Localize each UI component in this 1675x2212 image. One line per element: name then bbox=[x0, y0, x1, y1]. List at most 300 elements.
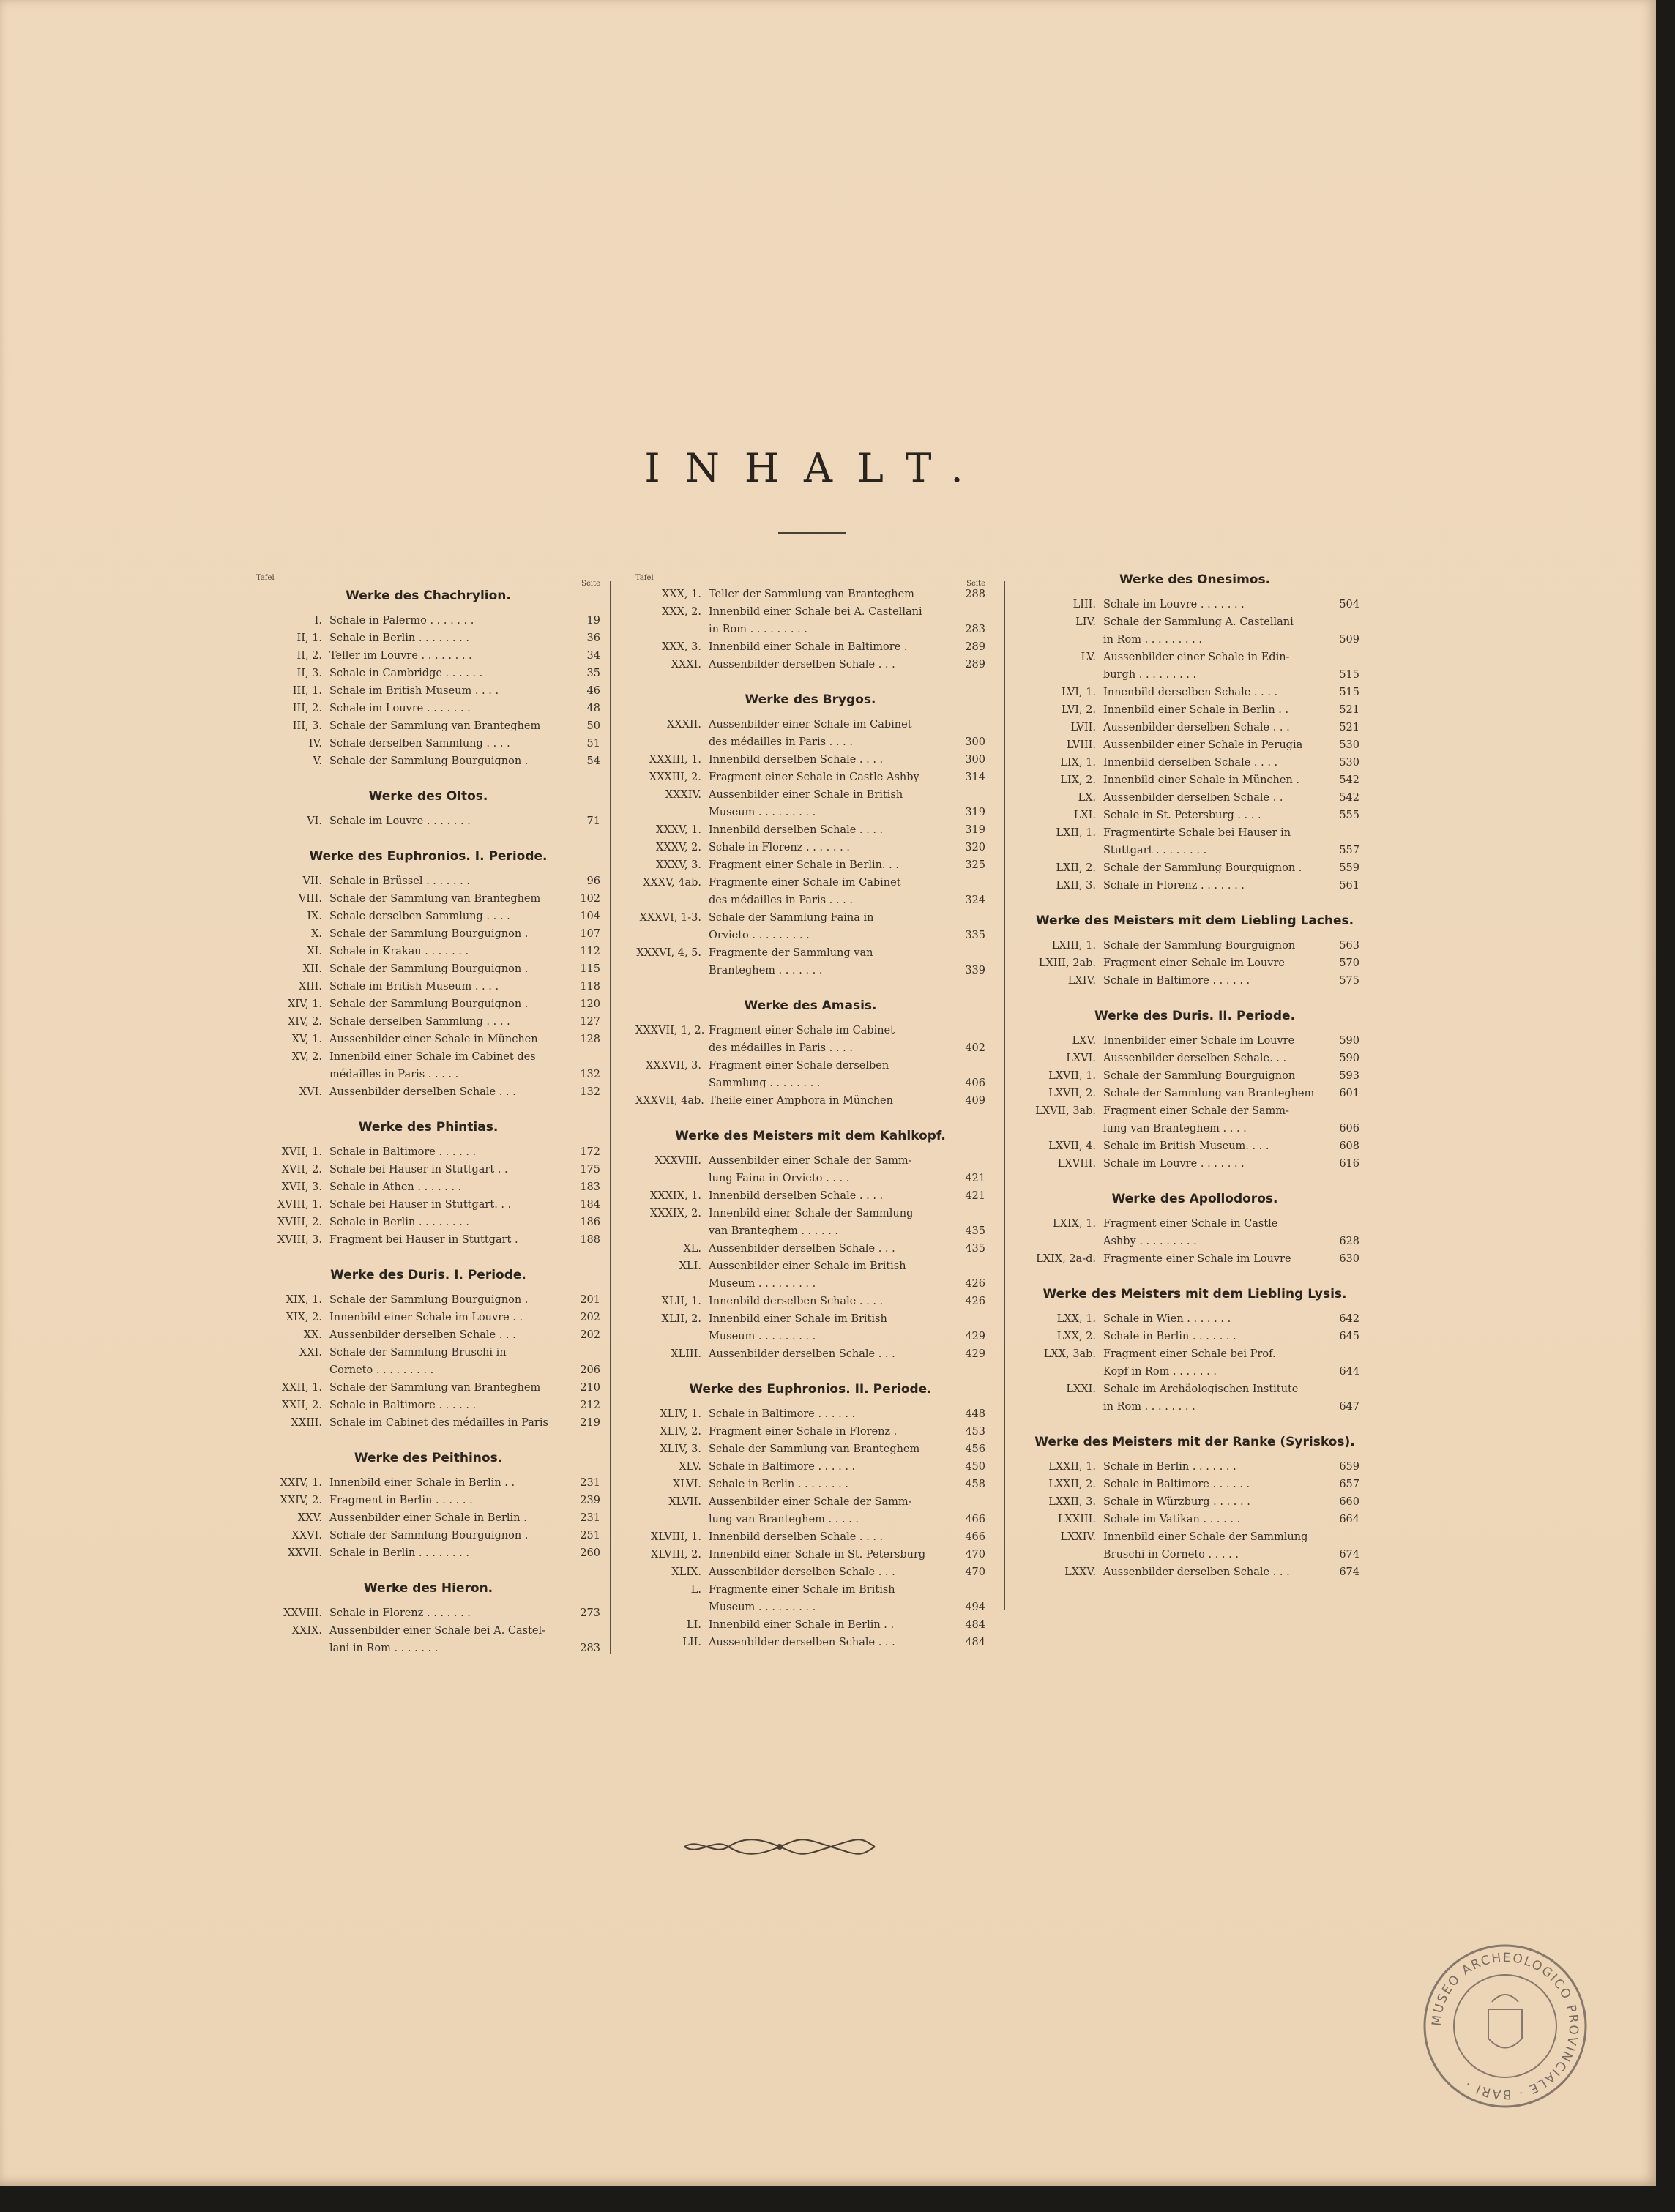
entry-description: Aussenbilder einer Schale der Samm- lung Faina in Orvieto . . . . bbox=[709, 1155, 912, 1184]
page-number: 421 bbox=[965, 1173, 985, 1184]
page-number: 448 bbox=[965, 1408, 985, 1420]
plate-number: LXX, 3ab. bbox=[1043, 1348, 1096, 1360]
toc-column-3 bbox=[1030, 569, 1359, 1600]
entry-description: Schale im Vatikan . . . . . . bbox=[1103, 1514, 1241, 1525]
plate-number: XLII, 2. bbox=[661, 1313, 701, 1325]
toc-entry bbox=[1030, 754, 1359, 771]
toc-section bbox=[256, 849, 600, 1101]
entry-description: Fragment einer Schale bei Prof. Kopf in Rom . . . . . . . bbox=[1103, 1348, 1276, 1378]
toc-entry bbox=[256, 995, 600, 1013]
entry-description: Aussenbilder einer Schale bei A. Castel- lani in Rom . . . . . . . bbox=[329, 1625, 546, 1654]
entry-description: Aussenbilder derselben Schale . . . bbox=[709, 1243, 895, 1255]
entry-description: Schale in Berlin . . . . . . . . bbox=[329, 1547, 469, 1559]
plate-number: LXVII, 3ab. bbox=[1035, 1105, 1096, 1117]
plate-number: LXIII, 1. bbox=[1051, 940, 1096, 952]
plate-number: LXX, 1. bbox=[1056, 1313, 1096, 1325]
plate-number: XXXVIII. bbox=[654, 1155, 701, 1167]
entry-description: Aussenbilder einer Schale in Perugia bbox=[1103, 739, 1303, 751]
toc-entry bbox=[635, 786, 985, 821]
plate-number: XV, 2. bbox=[291, 1051, 322, 1063]
entry-description: Aussenbilder einer Schale im British Museum . . . . . . . . . bbox=[709, 1260, 906, 1290]
plate-number: VIII. bbox=[298, 893, 322, 905]
page-number: 132 bbox=[580, 1069, 600, 1080]
page-number: 606 bbox=[1339, 1123, 1359, 1135]
entry-description: Schale der Sammlung Bourguignon . bbox=[1103, 862, 1302, 874]
plate-number: XXXII. bbox=[666, 719, 701, 731]
page-number: 183 bbox=[580, 1181, 600, 1193]
entry-description: Schale in Berlin . . . . . . . . bbox=[329, 1217, 469, 1228]
entry-description: Aussenbilder einer Schale in Edin- burgh . . . . . . . . . bbox=[1103, 651, 1290, 681]
page-number: 559 bbox=[1339, 862, 1359, 874]
page-number: 616 bbox=[1339, 1158, 1359, 1170]
toc-entry bbox=[1030, 701, 1359, 719]
plate-number: XIX, 2. bbox=[286, 1312, 322, 1323]
plate-number: XLIV, 1. bbox=[660, 1408, 701, 1420]
entry-description: Innenbild derselben Schale . . . . bbox=[709, 1531, 884, 1543]
toc-entry bbox=[256, 1397, 600, 1414]
section-title: Werke des Oltos. bbox=[368, 789, 488, 804]
page-number: 231 bbox=[580, 1477, 600, 1489]
plate-number: II, 1. bbox=[296, 632, 322, 644]
entry-description: Aussenbilder derselben Schale . . bbox=[1103, 792, 1283, 804]
page-number: 426 bbox=[965, 1278, 985, 1290]
toc-entry bbox=[256, 1161, 600, 1178]
page-number: 504 bbox=[1339, 599, 1359, 610]
toc-entry bbox=[256, 1031, 600, 1048]
page-number: 593 bbox=[1339, 1070, 1359, 1082]
toc-entry bbox=[635, 1634, 985, 1651]
entry-description: Schale in Berlin . . . . . . . . bbox=[329, 632, 469, 644]
page-number: 300 bbox=[965, 754, 985, 766]
plate-number: LV. bbox=[1081, 651, 1096, 663]
plate-number: XIII. bbox=[298, 981, 322, 993]
entry-description: Schale in Würzburg . . . . . . bbox=[1103, 1496, 1250, 1508]
entry-description: Innenbild einer Schale der Sammlung van Branteghem . . . . . . bbox=[709, 1208, 914, 1237]
entry-description: Aussenbilder derselben Schale . . . bbox=[709, 1348, 895, 1360]
entry-description: Schale der Sammlung Bourguignon . bbox=[329, 963, 529, 975]
page-number: 521 bbox=[1339, 704, 1359, 716]
page-number: 35 bbox=[586, 668, 600, 679]
toc-section bbox=[256, 1268, 600, 1432]
toc-entry bbox=[256, 812, 600, 830]
page-number: 450 bbox=[965, 1461, 985, 1473]
page-number: 630 bbox=[1339, 1253, 1359, 1265]
page-number: 570 bbox=[1339, 957, 1359, 969]
entry-description: Innenbild einer Schale in Baltimore . bbox=[709, 641, 908, 653]
entry-description: Innenbild einer Schale der Sammlung Bruschi in Corneto . . . . . bbox=[1103, 1531, 1308, 1561]
toc-entry bbox=[635, 638, 985, 656]
plate-number: XI. bbox=[307, 946, 322, 957]
entry-description: Fragment einer Schale im Louvre bbox=[1103, 957, 1285, 969]
toc-entry bbox=[1030, 596, 1359, 613]
toc-entry bbox=[1030, 789, 1359, 807]
entry-description: Innenbild einer Schale in Berlin . . bbox=[1103, 704, 1289, 716]
page-number: 54 bbox=[586, 755, 600, 767]
entry-description: Schale im British Museum. . . . bbox=[1103, 1140, 1269, 1152]
plate-number: XLIV, 3. bbox=[660, 1443, 701, 1455]
plate-number: LX. bbox=[1078, 792, 1096, 804]
plate-number: IV. bbox=[308, 738, 322, 750]
page-number: 120 bbox=[580, 998, 600, 1010]
section-title: Werke des Chachrylion. bbox=[346, 589, 511, 603]
page-number: 175 bbox=[580, 1164, 600, 1176]
toc-entry bbox=[1030, 1137, 1359, 1155]
toc-entry bbox=[1030, 972, 1359, 990]
page-number: 590 bbox=[1339, 1035, 1359, 1047]
entry-description: Aussenbilder derselben Schale . . . bbox=[329, 1086, 516, 1098]
page-number: 470 bbox=[965, 1566, 985, 1578]
entry-description: Aussenbilder derselben Schale. . . bbox=[1103, 1053, 1287, 1064]
plate-number: XXXV, 4ab. bbox=[643, 877, 701, 889]
toc-entry bbox=[1030, 736, 1359, 754]
plate-number: XIV, 2. bbox=[287, 1016, 322, 1028]
seite-label: Seite bbox=[581, 580, 600, 588]
plate-number: LXI. bbox=[1073, 810, 1096, 821]
page-number: 283 bbox=[580, 1643, 600, 1654]
entry-description: Aussenbilder einer Schale in München bbox=[329, 1034, 538, 1045]
plate-number: XL. bbox=[683, 1243, 701, 1255]
section-title: Werke des Amasis. bbox=[744, 998, 877, 1013]
entry-description: Fragment in Berlin . . . . . . bbox=[329, 1495, 473, 1506]
page-number: 421 bbox=[965, 1190, 985, 1202]
plate-number: LVIII. bbox=[1066, 739, 1096, 751]
page-number: 96 bbox=[586, 875, 600, 887]
entry-description: Fragmente der Sammlung van Branteghem . . . . . . . bbox=[709, 947, 873, 976]
entry-description: Innenbild einer Schale im Cabinet des médailles in Paris . . . . . bbox=[329, 1051, 536, 1080]
toc-entry bbox=[1030, 954, 1359, 972]
plate-number: XXXV, 1. bbox=[656, 824, 701, 836]
entry-description: Innenbild derselben Schale . . . . bbox=[1103, 687, 1278, 698]
toc-entry bbox=[635, 1423, 985, 1441]
section-title: Werke des Duris. II. Periode. bbox=[1094, 1009, 1296, 1023]
column-divider bbox=[610, 581, 611, 1654]
toc-section bbox=[1030, 1287, 1359, 1416]
plate-number: XLIII. bbox=[671, 1348, 701, 1360]
entry-description: Schale der Sammlung Faina in Orvieto . . . . . . . . . bbox=[709, 912, 874, 941]
plate-number: LXII, 3. bbox=[1056, 880, 1096, 892]
plate-number: LIX, 1. bbox=[1060, 757, 1096, 769]
toc-entry bbox=[1030, 1458, 1359, 1476]
toc-section bbox=[635, 998, 985, 1110]
page-number: 406 bbox=[965, 1077, 985, 1089]
entry-description: Theile einer Amphora in München bbox=[709, 1095, 893, 1107]
plate-number: I. bbox=[314, 615, 322, 627]
toc-entry bbox=[635, 1310, 985, 1345]
toc-entry bbox=[635, 1441, 985, 1458]
toc-entry bbox=[1030, 719, 1359, 736]
page-number: 186 bbox=[580, 1217, 600, 1228]
plate-number: VII. bbox=[302, 875, 322, 887]
page-number: 132 bbox=[580, 1086, 600, 1098]
entry-description: Fragment einer Schale in Florenz . bbox=[709, 1426, 898, 1438]
toc-entry bbox=[635, 874, 985, 909]
page-number: 659 bbox=[1339, 1461, 1359, 1473]
page-number: 456 bbox=[965, 1443, 985, 1455]
entry-description: Schale derselben Sammlung . . . . bbox=[329, 911, 510, 922]
toc-entry bbox=[256, 960, 600, 978]
toc-entry bbox=[635, 1187, 985, 1205]
toc-section bbox=[1030, 1192, 1359, 1268]
toc-entry bbox=[256, 1083, 600, 1101]
entry-description: Fragment einer Schale der Samm- lung van Branteghem . . . . bbox=[1103, 1105, 1289, 1135]
entry-description: Schale in St. Petersburg . . . . bbox=[1103, 810, 1261, 821]
page-number: 645 bbox=[1339, 1331, 1359, 1342]
plate-number: LXIII, 2ab. bbox=[1038, 957, 1096, 969]
plate-number: XXVI. bbox=[291, 1530, 322, 1542]
page-number: 601 bbox=[1339, 1088, 1359, 1099]
plate-number: LXIX, 1. bbox=[1052, 1218, 1096, 1230]
entry-description: Innenbild einer Schale im Louvre . . bbox=[329, 1312, 523, 1323]
plate-number: LI. bbox=[687, 1619, 701, 1631]
entry-description: Schale der Sammlung Bourguignon bbox=[1103, 940, 1296, 952]
toc-entry bbox=[256, 1474, 600, 1492]
page-number: 515 bbox=[1339, 669, 1359, 681]
page-number: 530 bbox=[1339, 739, 1359, 751]
entry-description: Schale der Sammlung van Branteghem bbox=[709, 1443, 920, 1455]
toc-entry bbox=[256, 1604, 600, 1622]
plate-number: XXI. bbox=[299, 1347, 322, 1359]
plate-number: XXXIX, 1. bbox=[649, 1190, 701, 1202]
page-number: 71 bbox=[586, 815, 600, 827]
entry-description: Schale der Sammlung Bruschi in Corneto . . . . . . . . . bbox=[329, 1347, 507, 1376]
entry-description: Fragment einer Schale derselben Sammlung . . . . . . . . bbox=[709, 1060, 889, 1089]
page-number: 239 bbox=[580, 1495, 600, 1506]
entry-description: Schale im Archäologischen Institute in Rom . . . . . . . . bbox=[1103, 1383, 1299, 1413]
toc-entry bbox=[635, 1057, 985, 1092]
section-title: Werke des Brygos. bbox=[745, 692, 876, 707]
plate-number: XXIII. bbox=[291, 1417, 322, 1429]
plate-number: XVI. bbox=[299, 1086, 322, 1098]
page-number: 172 bbox=[580, 1146, 600, 1158]
plate-number: LXIV. bbox=[1067, 975, 1096, 987]
entry-description: Schale der Sammlung Bourguignon . bbox=[329, 1530, 529, 1542]
page-number: 515 bbox=[1339, 687, 1359, 698]
page-number: 429 bbox=[965, 1331, 985, 1342]
page-number: 660 bbox=[1339, 1496, 1359, 1508]
page-number: 319 bbox=[965, 807, 985, 818]
entry-description: Innenbild einer Schale in Berlin . . bbox=[329, 1477, 515, 1489]
toc-entry bbox=[256, 978, 600, 995]
toc-column-1 bbox=[256, 569, 600, 1676]
page-number: 470 bbox=[965, 1549, 985, 1561]
toc-section bbox=[1030, 913, 1359, 990]
toc-entry bbox=[256, 1379, 600, 1397]
entry-description: Fragment bei Hauser in Stuttgart . bbox=[329, 1234, 518, 1246]
page-number: 644 bbox=[1339, 1366, 1359, 1378]
page-number: 557 bbox=[1339, 845, 1359, 856]
toc-entry bbox=[256, 925, 600, 943]
toc-entry bbox=[635, 1546, 985, 1563]
page-number: 289 bbox=[965, 641, 985, 653]
toc-entry bbox=[1030, 1328, 1359, 1345]
toc-entry bbox=[635, 1022, 985, 1057]
plate-number: XXXVII, 4ab. bbox=[635, 1095, 704, 1107]
plate-number: LII. bbox=[682, 1637, 701, 1648]
entry-description: Innenbild derselben Schale . . . . bbox=[709, 1190, 884, 1202]
toc-entry bbox=[635, 656, 985, 673]
entry-description: Schale im Louvre . . . . . . . bbox=[1103, 599, 1245, 610]
plate-number: XIV, 1. bbox=[287, 998, 322, 1010]
page-number: 288 bbox=[965, 589, 985, 600]
toc-entry bbox=[635, 944, 985, 979]
plate-number: LXXI. bbox=[1066, 1383, 1096, 1395]
toc-entry bbox=[1030, 1345, 1359, 1380]
entry-description: Innenbild derselben Schale . . . . bbox=[709, 754, 884, 766]
plate-number: XXIV, 1. bbox=[280, 1477, 322, 1489]
page-number: 212 bbox=[580, 1400, 600, 1411]
page-number: 608 bbox=[1339, 1140, 1359, 1152]
column-divider bbox=[1004, 581, 1005, 1610]
toc-entry bbox=[256, 1509, 600, 1527]
page-number: 542 bbox=[1339, 792, 1359, 804]
page-number: 251 bbox=[580, 1530, 600, 1542]
toc-entry bbox=[256, 1414, 600, 1432]
entry-description: Aussenbilder einer Schale in British Museum . . . . . . . . . bbox=[709, 789, 903, 818]
entry-description: Schale in Baltimore . . . . . . bbox=[329, 1400, 477, 1411]
toc-entry bbox=[1030, 807, 1359, 824]
toc-entry bbox=[256, 735, 600, 752]
entry-description: Fragment einer Schale in Berlin. . . bbox=[709, 859, 899, 871]
entry-description: Schale der Sammlung van Branteghem bbox=[329, 720, 541, 732]
page-number: 409 bbox=[965, 1095, 985, 1107]
plate-number: X. bbox=[311, 928, 322, 940]
entry-description: Schale der Sammlung van Branteghem bbox=[329, 1382, 541, 1394]
toc-entry bbox=[256, 1492, 600, 1509]
entry-description: Schale in Florenz . . . . . . . bbox=[1103, 880, 1245, 892]
entry-description: Schale in Baltimore . . . . . . bbox=[1103, 1479, 1250, 1490]
page-number: 314 bbox=[965, 771, 985, 783]
page-number: 273 bbox=[580, 1607, 600, 1619]
page-number: 320 bbox=[965, 842, 985, 853]
entry-description: Innenbild einer Schale im British Museum . . . . . . . . . bbox=[709, 1313, 887, 1342]
entry-description: Fragment einer Schale in Castle Ashby bbox=[709, 771, 919, 783]
entry-description: Schale in Florenz . . . . . . . bbox=[709, 842, 850, 853]
entry-description: Innenbild derselben Schale . . . . bbox=[709, 1296, 884, 1307]
svg-text:MUSEO ARCHEOLOGICO PROVINCIALE: MUSEO ARCHEOLOGICO PROVINCIALE · BARI · bbox=[1429, 1950, 1581, 2102]
plate-number: LIV. bbox=[1075, 616, 1096, 628]
entry-description: Fragment einer Schale in Castle Ashby . . . . . . . . . bbox=[1103, 1218, 1278, 1247]
toc-sections bbox=[1030, 572, 1359, 1581]
toc-entry bbox=[256, 1622, 600, 1657]
entry-description: Schale derselben Sammlung . . . . bbox=[329, 738, 510, 750]
page-number: 555 bbox=[1339, 810, 1359, 821]
plate-number: LXXII, 2. bbox=[1048, 1479, 1096, 1490]
page-number: 335 bbox=[965, 930, 985, 941]
toc-entry bbox=[256, 1013, 600, 1031]
plate-number: XXXI. bbox=[671, 659, 701, 670]
entry-description: Schale in Wien . . . . . . . bbox=[1103, 1313, 1231, 1325]
page-number: 127 bbox=[580, 1016, 600, 1028]
toc-section bbox=[1030, 1435, 1359, 1581]
page-number: 561 bbox=[1339, 880, 1359, 892]
page-number: 453 bbox=[965, 1426, 985, 1438]
plate-number: XXXIV. bbox=[665, 789, 701, 801]
page-number: 202 bbox=[580, 1329, 600, 1341]
tafel-label: Tafel bbox=[256, 574, 275, 582]
entry-description: Schale bei Hauser in Stuttgart . . bbox=[329, 1164, 508, 1176]
plate-number: XXXIII, 1. bbox=[649, 754, 701, 766]
entry-description: Aussenbilder derselben Schale . . . bbox=[709, 659, 895, 670]
plate-number: XLVII. bbox=[668, 1496, 701, 1508]
plate-number: II, 3. bbox=[296, 668, 322, 679]
page-number: 50 bbox=[586, 720, 600, 732]
plate-number: IX. bbox=[307, 911, 322, 922]
section-title: Werke des Euphronios. I. Periode. bbox=[309, 849, 548, 864]
page-number: 563 bbox=[1339, 940, 1359, 952]
plate-number: XXXIII, 2. bbox=[649, 771, 701, 783]
entry-description: Schale im Cabinet des médailles in Paris bbox=[329, 1417, 548, 1429]
entry-description: Aussenbilder derselben Schale . . . bbox=[329, 1329, 516, 1341]
toc-entry bbox=[1030, 1085, 1359, 1102]
toc-entry bbox=[635, 1476, 985, 1493]
toc-entry bbox=[635, 839, 985, 856]
plate-number: III, 1. bbox=[292, 685, 322, 697]
toc-entry bbox=[635, 1458, 985, 1476]
plate-number: XLIX. bbox=[671, 1566, 701, 1578]
plate-number: XLVI. bbox=[672, 1479, 701, 1490]
plate-number: XX. bbox=[303, 1329, 322, 1341]
toc-section bbox=[256, 1451, 600, 1562]
toc-entry bbox=[256, 665, 600, 682]
entry-description: Innenbild einer Schale in München . bbox=[1103, 774, 1300, 786]
plate-number: XXX, 1. bbox=[661, 589, 701, 600]
toc-entry bbox=[256, 1196, 600, 1214]
toc-entry bbox=[256, 1326, 600, 1344]
entry-description: Schale der Sammlung Bourguignon . bbox=[329, 998, 529, 1010]
toc-entry bbox=[256, 1527, 600, 1544]
page-number: 674 bbox=[1339, 1566, 1359, 1578]
entry-description: Schale in Baltimore . . . . . . bbox=[1103, 975, 1250, 987]
toc-entry bbox=[256, 890, 600, 908]
page-number: 104 bbox=[580, 911, 600, 922]
page-number: 231 bbox=[580, 1512, 600, 1524]
toc-section bbox=[1030, 1009, 1359, 1173]
page-number: 575 bbox=[1339, 975, 1359, 987]
section-title: Werke des Euphronios. II. Periode. bbox=[689, 1382, 932, 1397]
toc-sections bbox=[635, 586, 985, 1651]
toc-entry bbox=[635, 1092, 985, 1110]
plate-number: XLVIII, 1. bbox=[651, 1531, 701, 1543]
entry-description: Aussenbilder einer Schale im Cabinet des médailles in Paris . . . . bbox=[709, 719, 912, 748]
toc-entry bbox=[635, 1405, 985, 1423]
toc-entry bbox=[1030, 1050, 1359, 1067]
entry-description: Innenbild derselben Schale . . . . bbox=[709, 824, 884, 836]
plate-number: LXX, 2. bbox=[1056, 1331, 1096, 1342]
toc-entry bbox=[256, 717, 600, 735]
plate-number: XXVIII. bbox=[283, 1607, 322, 1619]
decorative-ornament bbox=[681, 1836, 878, 1858]
plate-number: XXXV, 3. bbox=[656, 859, 701, 871]
page-number: 289 bbox=[965, 659, 985, 670]
toc-entry bbox=[1030, 649, 1359, 684]
plate-number: LXXII, 3. bbox=[1048, 1496, 1096, 1508]
page-number: 102 bbox=[580, 893, 600, 905]
toc-section bbox=[1030, 572, 1359, 894]
toc-entry bbox=[635, 856, 985, 874]
toc-entry bbox=[1030, 1102, 1359, 1137]
toc-entry bbox=[256, 1214, 600, 1231]
plate-number: LXVII, 1. bbox=[1048, 1070, 1096, 1082]
page-number: 202 bbox=[580, 1312, 600, 1323]
plate-number: LXV. bbox=[1072, 1035, 1096, 1047]
plate-number: LXXII, 1. bbox=[1048, 1461, 1096, 1473]
entry-description: Schale in Baltimore . . . . . . bbox=[709, 1408, 856, 1420]
toc-entry bbox=[1030, 859, 1359, 877]
plate-number: LXXV. bbox=[1064, 1566, 1096, 1578]
entry-description: Innenbild einer Schale in St. Petersburg bbox=[709, 1549, 926, 1561]
page-number: 435 bbox=[965, 1243, 985, 1255]
page-number: 590 bbox=[1339, 1053, 1359, 1064]
